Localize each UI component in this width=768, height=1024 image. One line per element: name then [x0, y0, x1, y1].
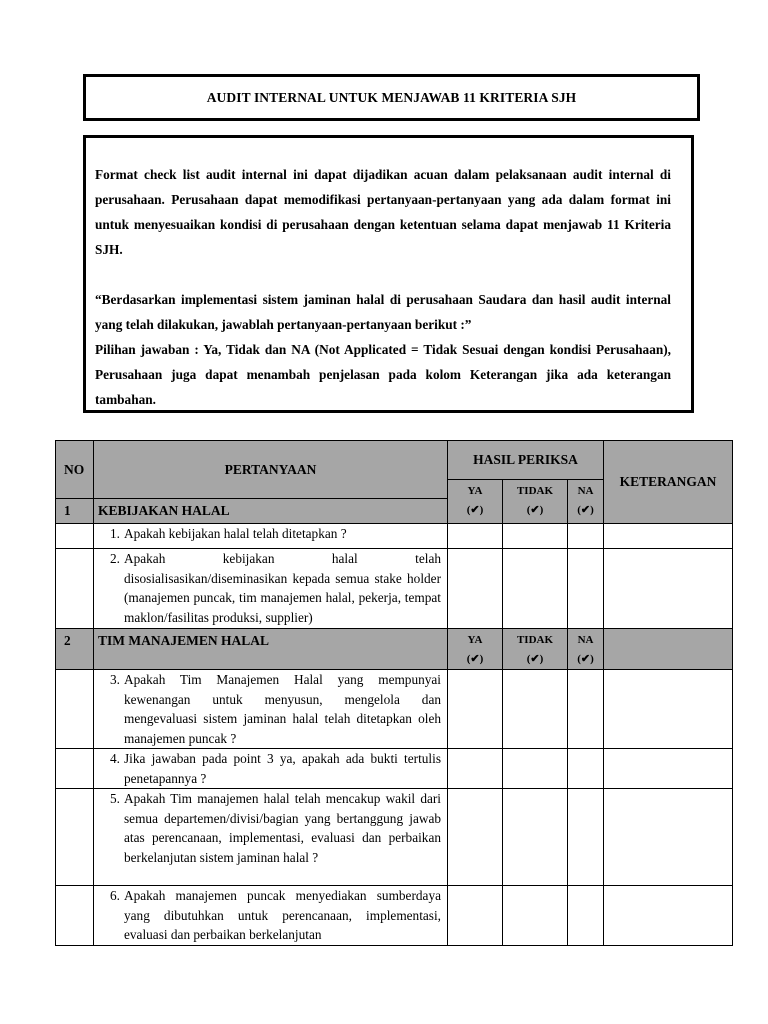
question-text: Apakah Tim Manajemen Halal yang mempunyai kewenangan untuk menyusun, mengelola dan mengevaluasi sistem jaminan halal telah ditetapkan oleh manajemen puncak ?: [124, 672, 441, 746]
row-no-cell: [56, 549, 94, 629]
option-na-check: (✔): [577, 504, 594, 516]
question-number: 4.: [110, 751, 120, 766]
option-na-check: (✔): [577, 653, 594, 665]
question-cell: [94, 670, 448, 749]
answer-ya-cell[interactable]: [448, 749, 503, 789]
question-number: 1.: [110, 526, 120, 541]
option-na-label: NA: [577, 634, 594, 646]
row-no-cell: [56, 886, 94, 946]
question-cell: [94, 749, 448, 789]
answer-ya-cell[interactable]: [448, 524, 503, 549]
table-header-row: [56, 441, 733, 480]
answer-na-cell[interactable]: [568, 549, 604, 629]
question-number: 2.: [110, 551, 120, 566]
row-no-cell: [56, 524, 94, 549]
section-number: 1: [56, 499, 94, 524]
question-text: Apakah Tim manajemen halal telah mencakup wakil dari semua departemen/divisi/bagian yang bertanggung jawab atas perencanaan, implementasi, evaluasi dan perbaikan berkelanjutan sistem jaminan halal ?: [124, 791, 441, 865]
header-keterangan: KETERANGAN: [604, 441, 733, 524]
option-na-header: [568, 480, 604, 524]
answer-tidak-cell[interactable]: [503, 524, 568, 549]
keterangan-cell[interactable]: [604, 524, 733, 549]
answer-ya-cell[interactable]: [448, 789, 503, 886]
question-text: Apakah kebijakan halal telah disosialisasikan/diseminasikan kepada semua stake holder (manajemen puncak, tim manajemen halal, pekerja, tempat maklon/fasilitas produksi, supplier): [124, 551, 441, 625]
option-tidak-label: TIDAK: [516, 634, 554, 646]
section-number: 2: [56, 629, 94, 670]
option-ya-label: YA: [467, 634, 483, 646]
keterangan-cell[interactable]: [604, 549, 733, 629]
option-ya-check: (✔): [466, 653, 484, 665]
question-text: Jika jawaban pada point 3 ya, apakah ada bukti tertulis penetapannya ?: [124, 751, 441, 786]
question-cell: [94, 549, 448, 629]
intro-paragraph-3: Pilihan jawaban : Ya, Tidak dan NA (Not Applicated = Tidak Sesuai dengan kondisi Perusahaan), Perusahaan juga dapat menambah penjelasan pada kolom Keterangan jika ada keterangan tambahan.: [95, 342, 671, 407]
option-na-header: [568, 629, 604, 670]
table-row: [56, 524, 733, 549]
answer-na-cell[interactable]: [568, 749, 604, 789]
document-title: [83, 74, 700, 121]
row-no-cell: [56, 670, 94, 749]
question-cell: [94, 789, 448, 886]
keterangan-section-cell: [604, 629, 733, 670]
section-title: KEBIJAKAN HALAL: [94, 499, 448, 524]
answer-ya-cell[interactable]: [448, 549, 503, 629]
option-na-label: NA: [577, 485, 594, 497]
table-row: [56, 749, 733, 789]
keterangan-cell[interactable]: [604, 789, 733, 886]
keterangan-cell[interactable]: [604, 749, 733, 789]
table-row: [56, 789, 733, 886]
option-tidak-label: TIDAK: [516, 485, 554, 497]
option-tidak-header: [503, 480, 568, 524]
option-ya-check: (✔): [466, 504, 484, 516]
answer-na-cell[interactable]: [568, 524, 604, 549]
answer-ya-cell[interactable]: [448, 886, 503, 946]
option-ya-label: YA: [467, 485, 483, 497]
table-row: [56, 549, 733, 629]
header-hasil-periksa: HASIL PERIKSA: [448, 441, 604, 480]
option-tidak-check: (✔): [526, 504, 544, 516]
answer-na-cell[interactable]: [568, 789, 604, 886]
question-text: Apakah kebijakan halal telah ditetapkan ?: [124, 526, 347, 541]
row-no-cell: [56, 789, 94, 886]
question-number: 5.: [110, 791, 120, 806]
intro-box: [83, 135, 694, 413]
row-no-cell: [56, 749, 94, 789]
answer-na-cell[interactable]: [568, 886, 604, 946]
header-pertanyaan: PERTANYAAN: [94, 441, 448, 499]
option-tidak-check: (✔): [526, 653, 544, 665]
answer-tidak-cell[interactable]: [503, 749, 568, 789]
intro-paragraph-1: Format check list audit internal ini dapat dijadikan acuan dalam pelaksanaan audit internal di perusahaan. Perusahaan dapat memodifikasi pertanyaan-pertanyaan yang ada dalam format ini untuk menyesuaikan kondisi di perusahaan dengan ketentuan selama dapat menjawab 11 Kriteria SJH.: [95, 167, 671, 257]
question-number: 6.: [110, 888, 120, 903]
question-cell: [94, 524, 448, 549]
table-row: [56, 886, 733, 946]
answer-ya-cell[interactable]: [448, 670, 503, 749]
question-text: Apakah manajemen puncak menyediakan sumberdaya yang dibutuhkan untuk perencanaan, implementasi, evaluasi dan perbaikan berkelanjutan: [124, 888, 441, 942]
section-row: [56, 629, 733, 670]
keterangan-cell[interactable]: [604, 670, 733, 749]
table-row: [56, 670, 733, 749]
section-title: TIM MANAJEMEN HALAL: [94, 629, 448, 670]
option-ya-header: [448, 629, 503, 670]
question-cell: [94, 886, 448, 946]
answer-na-cell[interactable]: [568, 670, 604, 749]
keterangan-cell[interactable]: [604, 886, 733, 946]
header-no: NO: [56, 441, 94, 499]
question-number: 3.: [110, 672, 120, 687]
answer-tidak-cell[interactable]: [503, 886, 568, 946]
answer-tidak-cell[interactable]: [503, 670, 568, 749]
checklist-table: [55, 440, 733, 946]
answer-tidak-cell[interactable]: [503, 549, 568, 629]
answer-tidak-cell[interactable]: [503, 789, 568, 886]
option-tidak-header: [503, 629, 568, 670]
document-title-text: AUDIT INTERNAL UNTUK MENJAWAB 11 KRITERIA SJH: [206, 89, 577, 105]
intro-paragraph-2: “Berdasarkan implementasi sistem jaminan halal di perusahaan Saudara dan hasil audit internal yang telah dilakukan, jawablah pertanyaan-pertanyaan berikut :”: [95, 292, 671, 332]
option-ya-header: [448, 480, 503, 524]
